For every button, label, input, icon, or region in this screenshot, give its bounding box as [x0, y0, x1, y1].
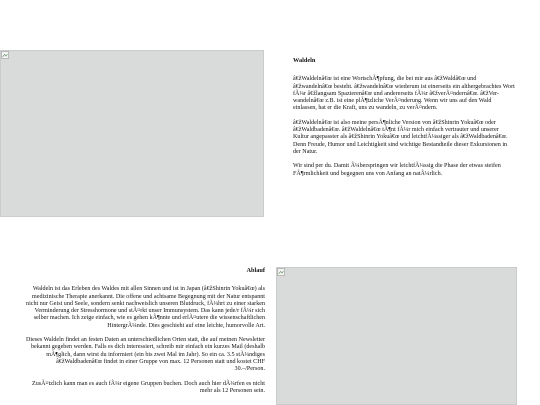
paragraph: â€žWaldelnâ€œ ist eine WortschÃ¶pfung, die bei mir aus â€žWaldâ€œ und â€žwandelnâ€œ besteht. â€žwandelnâ€œ wiederum ist einerseits ein althergebrachtes Wort fÃ¼r â€žlangsam Spazierenâ€œ und andererseits fÃ¼r â€žverÃ¤ndernâ€œ. â€žVer-wandelnâ€œ z.B. ist eine plÃ¶tzliche VerÃ¤nderung. Wenn wir uns auf den Wald einlassen, hat er die Kraft, uns zu wandeln, zu verÃ¤ndern. [293, 76, 515, 112]
paragraph: Waldeln ist das Erleben des Waldes mit allen Sinnen und ist in Japan (â€žShinrin Yokuâ€œ) als medizinische Therapie anerkannt. Die offene und achtsame Begegnung mit der Natur entspannt nicht nur Geist und Seele, sondern senkt nachweislich unseren Blutdruck, fÃ¼hrt zu einer starken Verminderung der Stresshormone und stÃ¤rkt unser Immunsystem. Das kann jede/r fÃ¼r sich selber machen. Ich zeige einfach, wie es gehen kÃ¶nnte und erlÃ¤utere die wissenschaftlichen HintergrÃ¼nde. Dies geschieht auf eine leichte, humorvolle Art. [26, 286, 265, 329]
paragraph: Wir sind per du. Damit Ã¼berspringen wir leichtfÃ¼ssig die Phase der etwas steifen FÃ¶rmlichkeit und begegnen uns von Anfang an natÃ¼rlich. [293, 163, 501, 177]
paragraph: â€žWaldelnâ€œ ist also meine persÃ¶nliche Version von â€žShinrin Yokuâ€œ oder â€žWaldbadenâ€œ. â€žWaldelnâ€œ tÃ¶nt fÃ¼r mich einfach vertrauter und unserer Kultur angepasster als â€žShinrin Yokuâ€œ und leichtfÃ¼ssiger als â€žWaldbadenâ€œ. Denn Freude, Humor und Leichtigkeit sind wichtige Bestandteile dieser Exkursionen in der Natur. [293, 119, 508, 155]
paragraph: Dieses Waldeln findet an festen Daten an unterschiedlichen Orten statt, die auf meinen Newsletter bekannt gegeben werden. Falls es dich interessiert, schreib mir einfach ein kurzes Mail (deshalb mÃ¶glich, dann wirst du informiert (ein bis zwei Mal im Jahr). So ein ca. 3.5 stÃ¼ndiges â€žWaldbadenâ€œ findet in einer Gruppe von max. 12 Personen statt und kostet CHF 30.–/Person. [26, 337, 265, 373]
section-waldeln [293, 57, 515, 185]
section-ablauf [25, 267, 265, 402]
section-title: Ablauf [246, 267, 265, 274]
broken-image-icon [277, 268, 285, 276]
paragraph: ZusÃ¤tzlich kann man es auch fÃ¼r eigene Gruppen buchen. Doch auch hier dÃ¼rfen es nicht mehr als 12 Personen sein. [31, 380, 265, 394]
forest-photo-placeholder [0, 50, 264, 217]
forest-photo-placeholder [276, 267, 517, 405]
section-title: Waldeln [293, 57, 316, 64]
broken-image-icon [1, 51, 9, 59]
